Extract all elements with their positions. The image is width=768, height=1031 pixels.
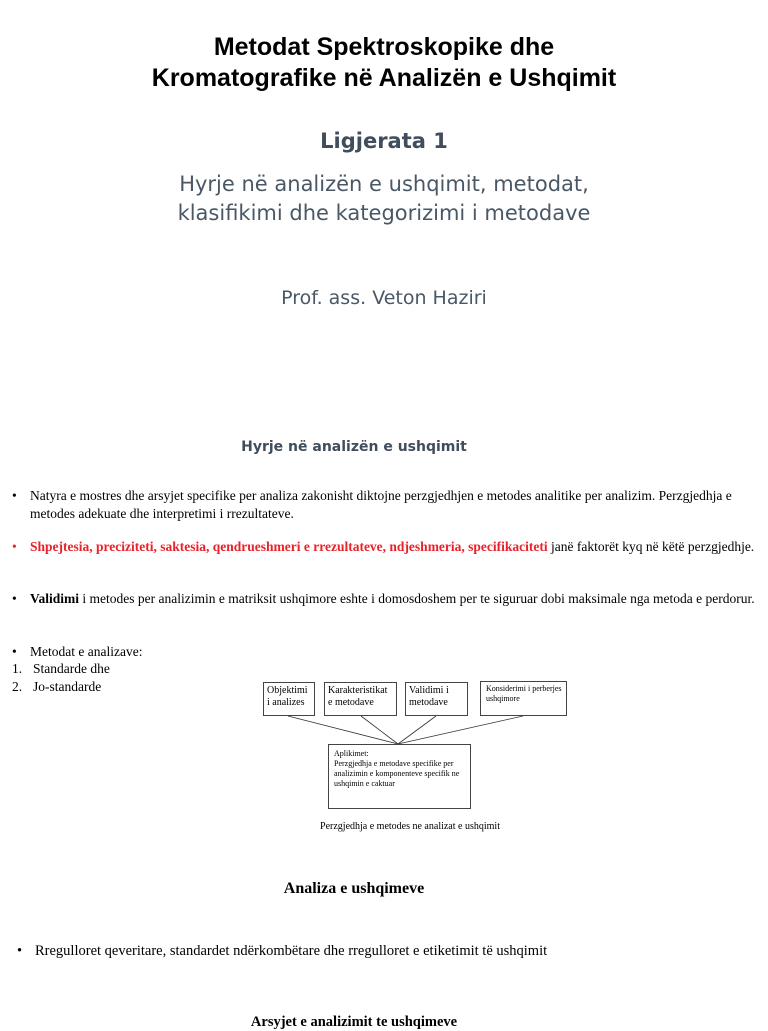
list-item-2: Jo-standarde bbox=[33, 679, 102, 694]
title-line-1: Metodat Spektroskopike dhe bbox=[213, 33, 555, 61]
diagram-box-karakteristikat: Karakteristikat e metodave bbox=[324, 682, 397, 716]
bullet-marker: • bbox=[12, 644, 17, 659]
bullet-text-4: Metodat e analizave: bbox=[30, 644, 143, 659]
bullet-marker: • bbox=[12, 591, 17, 606]
subtitle-line-1: Hyrje në analizën e ushqimit, metodat, bbox=[179, 172, 589, 196]
key-factors-rest: janë faktorët kyq në këtë perzgjedhje. bbox=[547, 539, 755, 554]
bullet-marker: • bbox=[17, 943, 23, 959]
title-line-2: Kromatografike në Analizën e Ushqimit bbox=[151, 64, 617, 92]
validimi-term: Validimi bbox=[30, 591, 80, 606]
diagram-box-objektimi: Objektimi i analizes bbox=[263, 682, 315, 716]
list-number-2: 2. bbox=[12, 679, 23, 694]
key-factors-text: Shpejtesia, preciziteti, saktesia, qendrueshmeri e rrezultateve, ndjeshmeria, specifikaciteti bbox=[30, 539, 548, 554]
bullet-text-5: Rregulloret qeveritare, standardet ndërkombëtare dhe rregulloret e etiketimit të ushqimit bbox=[35, 943, 548, 959]
aplikimet-title: Aplikimet: bbox=[334, 749, 369, 758]
bullet-text-1: Natyra e mostres dhe arsyjet specifike per analiza zakonisht diktojne perzgjedhjen e metodes analitike per analizim. Perzgjedhja e metodes adekuate dhe interpretimi i rrezultateve. bbox=[30, 488, 732, 521]
diagram-box-aplikimet bbox=[328, 744, 471, 809]
validimi-rest: i metodes per analizimin e matriksit ushqimore eshte i domosdoshem per te siguruar dobi maksimale nga metoda e perdorur. bbox=[79, 591, 755, 606]
diagram-caption: Perzgjedhja e metodes ne analizat e ushqimit bbox=[320, 821, 500, 832]
bottom-heading: Arsyjet e analizimit te ushqimeve bbox=[250, 1014, 458, 1030]
bullet-marker: • bbox=[12, 539, 17, 554]
bullet-marker: • bbox=[12, 488, 17, 503]
subtitle-line-2: klasifikimi dhe kategorizimi i metodave bbox=[177, 201, 591, 225]
aplikimet-body: Perzgjedhja e metodave specifike per analizimin e komponenteve specifik ne ushqimin e caktuar bbox=[334, 759, 460, 788]
list-number-1: 1. bbox=[12, 661, 23, 676]
diagram-box-validimi: Validimi i metodave bbox=[405, 682, 468, 716]
list-item-1: Standarde dhe bbox=[33, 661, 110, 676]
diagram-box-konsiderimi: Konsiderimi i perberjes ushqimore bbox=[480, 681, 567, 716]
lecture-label: Ligjerata 1 bbox=[320, 129, 448, 153]
author: Prof. ass. Veton Haziri bbox=[281, 287, 487, 309]
analiza-heading: Analiza e ushqimeve bbox=[283, 880, 425, 897]
section-heading: Hyrje në analizën e ushqimit bbox=[241, 439, 467, 455]
